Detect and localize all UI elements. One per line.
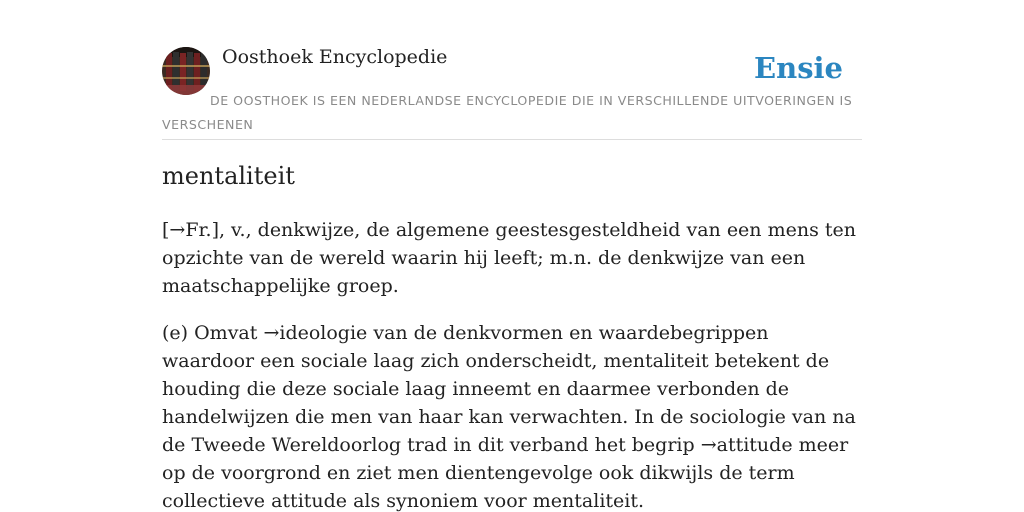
site-title[interactable]: Oosthoek Encyclopedie — [222, 46, 448, 68]
avatar[interactable] — [162, 47, 210, 95]
para1-text-after: ], v., denkwijze, de algemene geestesgesteldheid van een mens ten opzichte van de wereld waarin hij leeft; m.n. de denkwijze van een maatschappelijke groep. — [162, 219, 856, 297]
para2-text-middle: van de denkvormen en waardebegrippen waardoor een sociale laag zich onderscheidt, mentaliteit betekent de houding die deze sociale laag inneemt en daarmee verbonden de handelwijzen die men van haar kan verwachten. In de sociologie van na de Tweede Wereldoorlog trad in dit verband het begrip — [162, 322, 856, 456]
brand-logo[interactable]: Ensie — [754, 51, 843, 85]
page — [162, 0, 862, 512]
article-headword: mentaliteit — [162, 162, 295, 190]
xref-link-fr[interactable]: →Fr. — [169, 219, 212, 241]
books-icon — [162, 47, 210, 95]
site-tagline: DE OOSTHOEK IS EEN NEDERLANDSE ENCYCLOPEDIE DIE IN VERSCHILLENDE UITVOERINGEN IS VERSCHENEN — [162, 93, 853, 132]
definition-paragraph-2 — [162, 319, 862, 512]
xref-link-ideologie[interactable]: →ideologie — [263, 322, 368, 344]
para2-text-before: (e) Omvat — [162, 322, 264, 344]
xref-link-attitude[interactable]: →attitude — [700, 434, 793, 456]
definition-paragraph-1 — [162, 216, 862, 300]
para2-text-after: meer op de voorgrond en ziet men dientengevolge ook dikwijls de term collectieve attitude als synoniem voor mentaliteit. — [162, 434, 849, 512]
para1-text-before: [ — [162, 219, 170, 241]
divider — [162, 139, 862, 140]
